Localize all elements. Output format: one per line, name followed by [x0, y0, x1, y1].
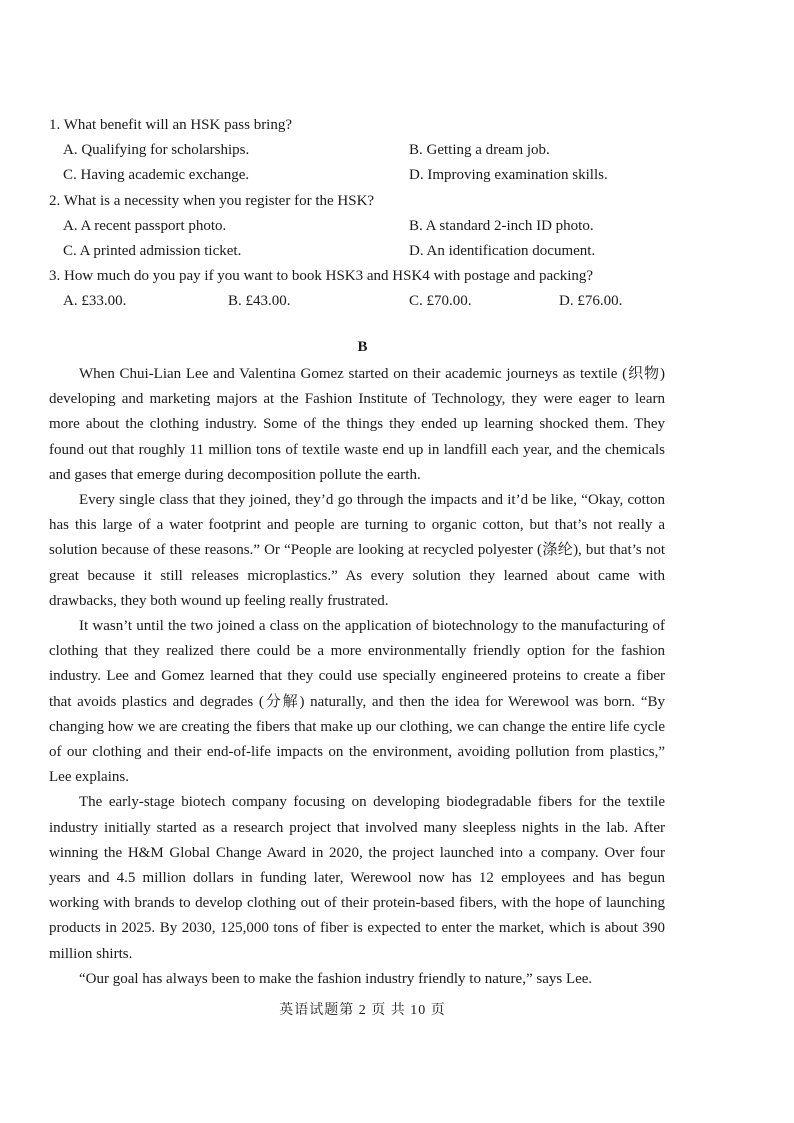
question-1-option-a: A. Qualifying for scholarships. [63, 142, 250, 158]
section-title: B [357, 339, 368, 355]
passage-paragraph: The early-stage biotech company focusing on developing biodegradable fibers for the textile industry initially started as a research project that involved many sleepless nights in the lab. After winning the H&M Global Change Award in 2020, the project launched into a company. Over four years and 4.5 million dollars in funding later, Werewool now has 12 employees and has begun working with brands to develop clothing out of their protein-based fibers, with the hope of launching products in 2025. By 2030, 125,000 tons of fiber is expected to enter the market, which is about 390 million shirts. [49, 794, 665, 962]
question-1-option-d: D. Improving examination skills. [409, 167, 608, 183]
question-1-option-b: B. Getting a dream job. [409, 142, 550, 158]
question-3-option-b: B. £43.00. [228, 293, 291, 309]
passage-paragraph: When Chui-Lian Lee and Valentina Gomez started on their academic journeys as textile (织物) developing and marketing majors at the Fashion Institute of Technology, they were eager to learn more about the clothing industry. Some of the things they ended up learning shocked them. They found out that roughly 11 million tons of textile waste end up in landfill each year, and the chemicals and gases that emerge during decomposition pollute the earth. [49, 366, 665, 483]
question-1-stem: 1. What benefit will an HSK pass bring? [49, 117, 293, 133]
reading-passage [49, 362, 665, 992]
question-3-stem: 3. How much do you pay if you want to book HSK3 and HSK4 with postage and packing? [49, 268, 594, 284]
question-2-option-b: B. A standard 2-inch ID photo. [409, 218, 594, 234]
question-1-option-c: C. Having academic exchange. [63, 167, 250, 183]
question-2-option-d: D. An identification document. [409, 243, 596, 259]
question-3-option-d: D. £76.00. [559, 293, 623, 309]
question-2-option-c: C. A printed admission ticket. [63, 243, 242, 259]
question-3-option-c: C. £70.00. [409, 293, 472, 309]
page-footer: 英语试题第 2 页 共 10 页 [279, 1003, 446, 1018]
question-2-option-a: A. A recent passport photo. [63, 218, 227, 234]
passage-paragraph: It wasn’t until the two joined a class on the application of biotechnology to the manufacturing of clothing that they realized there could be a more environmentally friendly option for the fashion industry. Lee and Gomez learned that they could use specially engineered proteins to create a fiber that avoids plastics and degrades (分解) naturally, and then the idea for Werewool was born. “By changing how we are creating the fibers that make up our clothing, we can change the entire life cycle of our clothing and their end-of-life impacts on the environment, avoiding pollution from plastics,” Lee explains. [49, 618, 665, 786]
passage-paragraph: Every single class that they joined, they’d go through the impacts and it’d be like, “Okay, cotton has this large of a water footprint and people are turning to organic cotton, but that’s not really a solution because of these reasons.” Or “People are looking at recycled polyester (涤纶), but that’s not great because it still releases microplastics.” As every solution they learned about came with drawbacks, they both wound up feeling really frustrated. [49, 492, 665, 609]
passage-paragraph: “Our goal has always been to make the fashion industry friendly to nature,” says Lee. [79, 970, 593, 987]
question-3-option-a: A. £33.00. [63, 293, 127, 309]
question-2-stem: 2. What is a necessity when you register for the HSK? [49, 193, 375, 209]
